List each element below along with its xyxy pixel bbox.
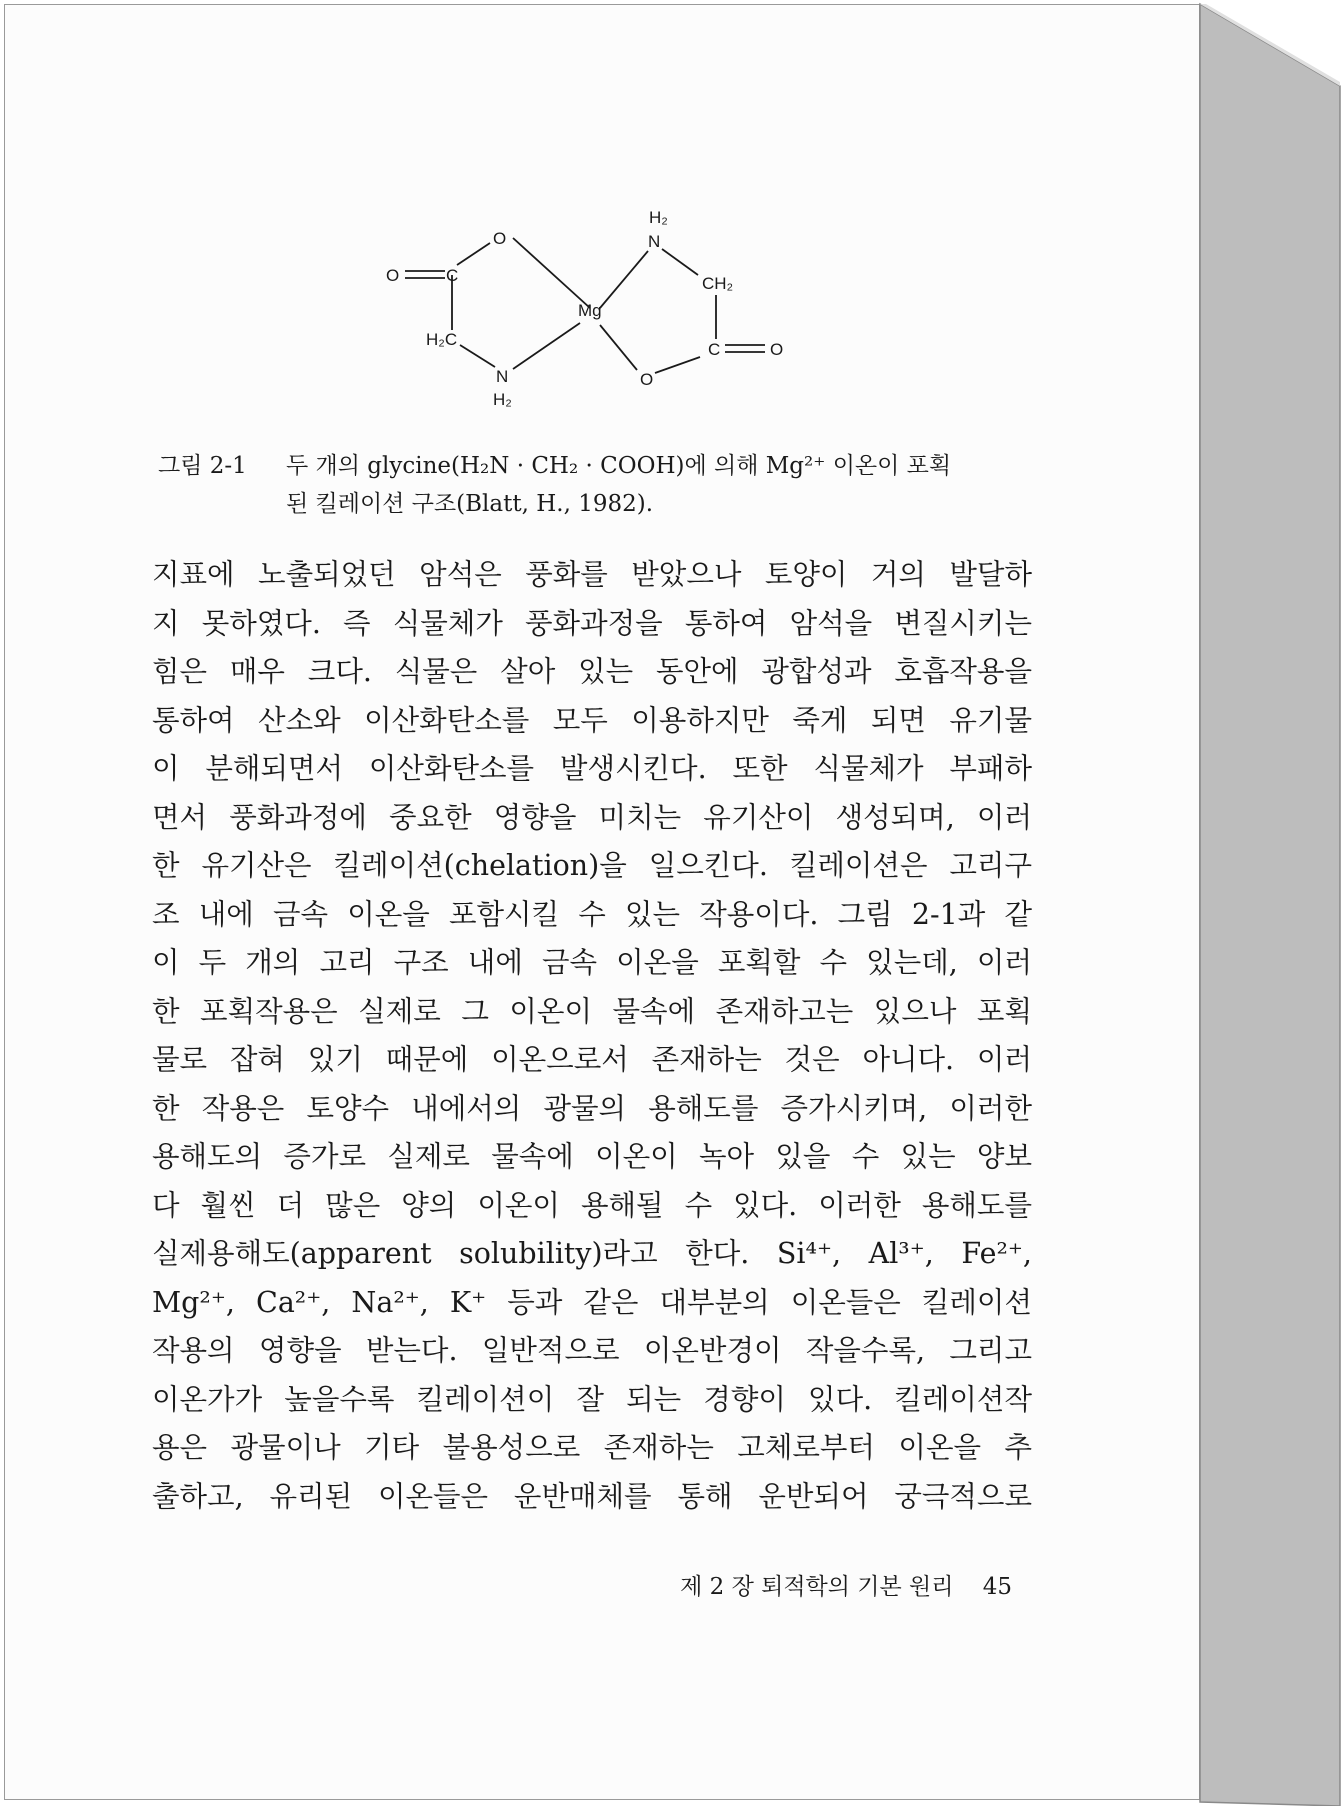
body-line: 지 못하였다. 즉 식물체가 풍화과정을 통하여 암석을 변질시키는 <box>152 606 1032 640</box>
o-top-atom-label: O <box>493 229 507 248</box>
body-paragraph <box>152 551 1032 1521</box>
ch2-right-atom-label: CH₂ <box>702 274 734 293</box>
body-line: 이온가가 높을수록 킬레이션이 잘 되는 경향이 있다. 킬레이션작 <box>152 1382 1032 1416</box>
body-line: 힘은 매우 크다. 식물은 살아 있는 동안에 광합성과 호흡작용을 <box>152 655 1032 688</box>
n-bottom-atom-label: N <box>496 367 509 386</box>
chelation-structure-figure <box>380 205 800 420</box>
page-footer <box>632 1568 1012 1601</box>
body-line: 이 두 개의 고리 구조 내에 금속 이온을 포획할 수 있는데, 이러 <box>152 946 1032 979</box>
body-line: 출하고, 유리된 이온들은 운반매체를 통해 운반되어 궁극적으로 <box>152 1479 1032 1513</box>
body-line: 용해도의 증가로 실제로 물속에 이온이 녹아 있을 수 있는 양보 <box>152 1140 1032 1173</box>
footer-spacer <box>961 1574 976 1600</box>
body-line: 한 유기산은 킬레이션(chelation)을 일으킨다. 킬레이션은 고리구 <box>152 849 1032 882</box>
body-line: 작용의 영향을 받는다. 일반적으로 이온반경이 작을수록, 그리고 <box>152 1334 1032 1367</box>
h2-bottom-atom-label: H₂ <box>493 390 512 409</box>
h2-top-atom-label: H₂ <box>649 208 668 227</box>
body-line: 한 작용은 토양수 내에서의 광물의 용해도를 증가시키며, 이러한 <box>152 1091 1032 1125</box>
c-left-atom-label: C <box>446 266 459 285</box>
c-right-atom-label: C <box>708 340 721 359</box>
body-line: 조 내에 금속 이온을 포함시킬 수 있는 작용이다. 그림 2-1과 같 <box>152 897 1032 931</box>
h2c-left-atom-label: H₂C <box>426 330 458 349</box>
body-line: 실제용해도(apparent solubility)라고 한다. Si⁴⁺, Al³⁺, Fe²⁺, <box>152 1237 1032 1270</box>
body-line: 용은 광물이나 기타 불용성으로 존재하는 고체로부터 이온을 추 <box>152 1431 1032 1464</box>
body-line: 통하여 산소와 이산화탄소를 모두 이용하지만 죽게 되면 유기물 <box>152 703 1032 737</box>
body-line: 지표에 노출되었던 암석은 풍화를 받았으나 토양이 거의 발달하 <box>152 558 1032 591</box>
page-number: 45 <box>982 1574 1012 1600</box>
figure-label: 그림 2-1 <box>158 453 247 479</box>
body-line: 한 포획작용은 실제로 그 이온이 물속에 존재하고는 있으나 포획 <box>152 994 1032 1028</box>
caption-line-1: 두 개의 glycine(H₂N · CH₂ · COOH)에 의해 Mg²⁺ 이온이 포획 <box>286 453 952 479</box>
mg-atom-label: Mg <box>578 301 602 320</box>
o-right-atom-label: O <box>770 340 784 359</box>
body-line: Mg²⁺, Ca²⁺, Na²⁺, K⁺ 등과 같은 대부분의 이온들은 킬레이션 <box>152 1285 1032 1319</box>
body-line: 물로 잡혀 있기 때문에 이온으로서 존재하는 것은 아니다. 이러 <box>152 1043 1032 1076</box>
caption-line-2: 된 킬레이션 구조(Blatt, H., 1982). <box>286 491 654 517</box>
body-line: 다 훨씬 더 많은 양의 이온이 용해될 수 있다. 이러한 용해도를 <box>152 1188 1032 1222</box>
n-top-atom-label: N <box>648 232 661 251</box>
body-line: 면서 풍화과정에 중요한 영향을 미치는 유기산이 생성되며, 이러 <box>152 800 1032 834</box>
body-line: 이 분해되면서 이산화탄소를 발생시킨다. 또한 식물체가 부패하 <box>152 752 1032 785</box>
o-left-atom-label: O <box>386 266 400 285</box>
o-bottom-atom-label: O <box>640 370 654 389</box>
chapter-title: 제 2 장 퇴적학의 기본 원리 <box>680 1574 954 1600</box>
